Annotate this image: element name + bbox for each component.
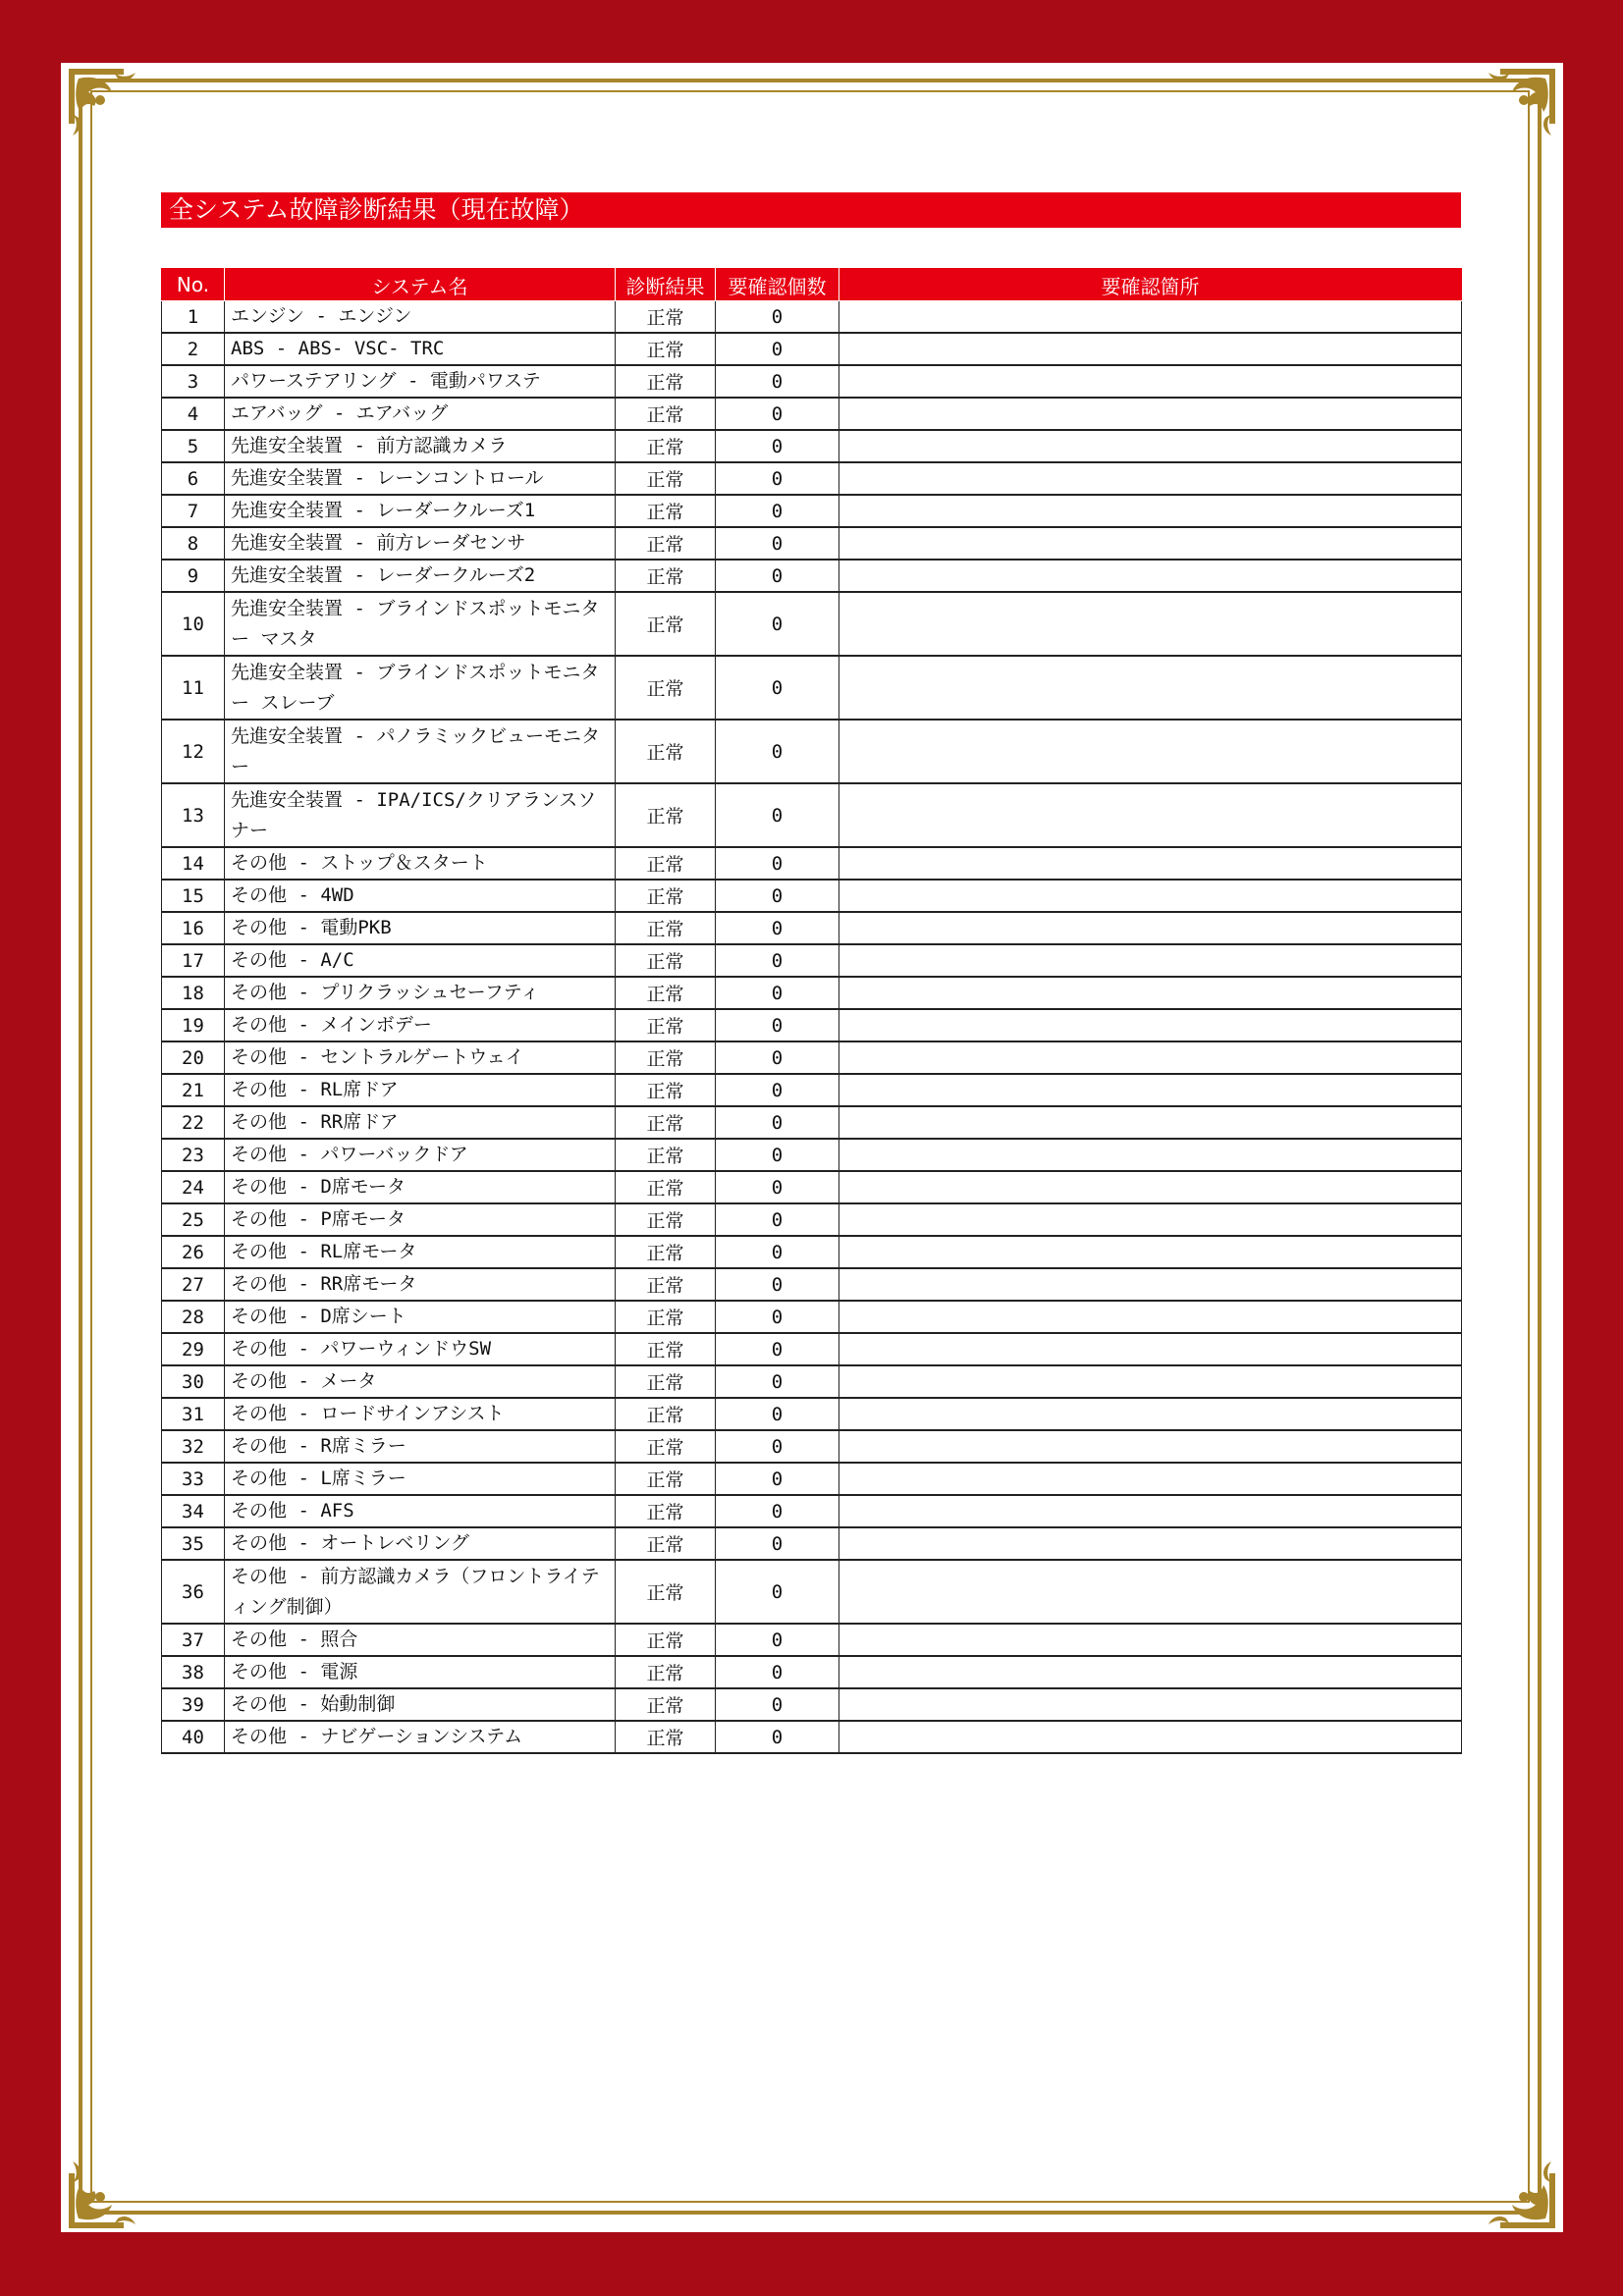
table-row — [162, 1171, 1462, 1203]
table-row — [162, 1365, 1462, 1398]
row-number: 7 — [162, 495, 225, 527]
row-number: 13 — [162, 783, 225, 847]
check-count: 0 — [716, 1333, 839, 1365]
system-name: エアバッグ - エアバッグ — [225, 398, 616, 430]
check-location — [839, 977, 1462, 1009]
table-row — [162, 880, 1462, 912]
row-number: 30 — [162, 1365, 225, 1398]
diagnosis-result: 正常 — [616, 912, 716, 944]
corner-flourish-icon — [1471, 65, 1559, 153]
row-number: 29 — [162, 1333, 225, 1365]
table-row — [162, 333, 1462, 365]
check-count: 0 — [716, 1398, 839, 1430]
row-number: 14 — [162, 847, 225, 880]
diagnosis-result: 正常 — [616, 1236, 716, 1268]
check-location — [839, 720, 1462, 783]
table-row — [162, 944, 1462, 977]
row-number: 18 — [162, 977, 225, 1009]
check-count: 0 — [716, 495, 839, 527]
system-name: その他 - ストップ＆スタート — [225, 847, 616, 880]
check-location — [839, 1527, 1462, 1560]
system-name: 先進安全装置 - レーンコントロール — [225, 462, 616, 495]
row-number: 24 — [162, 1171, 225, 1203]
row-number: 37 — [162, 1624, 225, 1656]
system-name: その他 - パワーバックドア — [225, 1139, 616, 1171]
row-number: 1 — [162, 301, 225, 334]
system-name: その他 - RR席モータ — [225, 1268, 616, 1301]
row-number: 5 — [162, 430, 225, 462]
check-count: 0 — [716, 977, 839, 1009]
check-count: 0 — [716, 1171, 839, 1203]
table-row — [162, 560, 1462, 592]
header-system: システム名 — [225, 269, 616, 301]
diagnosis-result: 正常 — [616, 1365, 716, 1398]
system-name: 先進安全装置 - 前方レーダセンサ — [225, 527, 616, 560]
row-number: 26 — [162, 1236, 225, 1268]
diagnosis-result: 正常 — [616, 462, 716, 495]
check-location — [839, 656, 1462, 720]
check-location — [839, 430, 1462, 462]
check-count: 0 — [716, 1624, 839, 1656]
system-name: その他 - R席ミラー — [225, 1430, 616, 1463]
system-name: その他 - メータ — [225, 1365, 616, 1398]
row-number: 39 — [162, 1688, 225, 1721]
system-name: その他 - D席モータ — [225, 1171, 616, 1203]
check-count: 0 — [716, 1301, 839, 1333]
diagnosis-result: 正常 — [616, 1721, 716, 1753]
system-name: エンジン - エンジン — [225, 301, 616, 334]
diagnosis-result: 正常 — [616, 333, 716, 365]
system-name: その他 - オートレベリング — [225, 1527, 616, 1560]
table-row — [162, 1139, 1462, 1171]
system-name: その他 - ナビゲーションシステム — [225, 1721, 616, 1753]
check-location — [839, 592, 1462, 656]
system-name: 先進安全装置 - IPA/ICS/クリアランスソナー — [225, 783, 616, 847]
row-number: 32 — [162, 1430, 225, 1463]
check-location — [839, 1041, 1462, 1074]
check-count: 0 — [716, 1365, 839, 1398]
table-row — [162, 592, 1462, 656]
diagnosis-result: 正常 — [616, 430, 716, 462]
diagnosis-table — [161, 268, 1462, 1754]
table-header-row — [162, 269, 1462, 301]
diagnosis-result: 正常 — [616, 720, 716, 783]
check-location — [839, 783, 1462, 847]
table-row — [162, 1268, 1462, 1301]
diagnosis-result: 正常 — [616, 1495, 716, 1527]
row-number: 25 — [162, 1203, 225, 1236]
check-location — [839, 1074, 1462, 1106]
diagnosis-result: 正常 — [616, 1527, 716, 1560]
row-number: 11 — [162, 656, 225, 720]
check-count: 0 — [716, 1203, 839, 1236]
check-location — [839, 1398, 1462, 1430]
table-row — [162, 1106, 1462, 1139]
system-name: ABS - ABS- VSC- TRC — [225, 333, 616, 365]
check-count: 0 — [716, 430, 839, 462]
system-name: その他 - L席ミラー — [225, 1463, 616, 1495]
check-location — [839, 301, 1462, 334]
diagnosis-result: 正常 — [616, 944, 716, 977]
table-row — [162, 977, 1462, 1009]
system-name: その他 - ロードサインアシスト — [225, 1398, 616, 1430]
check-count: 0 — [716, 1009, 839, 1041]
check-count: 0 — [716, 1527, 839, 1560]
row-number: 21 — [162, 1074, 225, 1106]
diagnosis-result: 正常 — [616, 1301, 716, 1333]
diagnosis-result: 正常 — [616, 1560, 716, 1624]
system-name: その他 - 電源 — [225, 1656, 616, 1688]
table-row — [162, 398, 1462, 430]
check-count: 0 — [716, 880, 839, 912]
table-row — [162, 1560, 1462, 1624]
table-row — [162, 1236, 1462, 1268]
system-name: パワーステアリング - 電動パワステ — [225, 365, 616, 398]
check-count: 0 — [716, 1495, 839, 1527]
diagnosis-result: 正常 — [616, 1203, 716, 1236]
table-row — [162, 1463, 1462, 1495]
system-name: その他 - P席モータ — [225, 1203, 616, 1236]
check-count: 0 — [716, 1560, 839, 1624]
check-count: 0 — [716, 912, 839, 944]
system-name: その他 - パワーウィンドウSW — [225, 1333, 616, 1365]
check-location — [839, 1624, 1462, 1656]
check-count: 0 — [716, 398, 839, 430]
system-name: 先進安全装置 - ブラインドスポットモニター スレーブ — [225, 656, 616, 720]
diagnosis-result: 正常 — [616, 398, 716, 430]
system-name: その他 - D席シート — [225, 1301, 616, 1333]
table-row — [162, 1495, 1462, 1527]
row-number: 40 — [162, 1721, 225, 1753]
header-location: 要確認箇所 — [839, 269, 1462, 301]
diagnosis-result: 正常 — [616, 656, 716, 720]
check-count: 0 — [716, 1688, 839, 1721]
diagnosis-result: 正常 — [616, 1624, 716, 1656]
check-count: 0 — [716, 1656, 839, 1688]
row-number: 38 — [162, 1656, 225, 1688]
check-location — [839, 495, 1462, 527]
check-count: 0 — [716, 592, 839, 656]
diagnosis-result: 正常 — [616, 847, 716, 880]
system-name: その他 - RL席モータ — [225, 1236, 616, 1268]
row-number: 34 — [162, 1495, 225, 1527]
table-row — [162, 1041, 1462, 1074]
check-location — [839, 527, 1462, 560]
table-row — [162, 1301, 1462, 1333]
check-count: 0 — [716, 1074, 839, 1106]
check-location — [839, 1463, 1462, 1495]
row-number: 15 — [162, 880, 225, 912]
diagnosis-result: 正常 — [616, 1171, 716, 1203]
diagnosis-result: 正常 — [616, 1398, 716, 1430]
table-row — [162, 847, 1462, 880]
table-row — [162, 430, 1462, 462]
system-name: その他 - AFS — [225, 1495, 616, 1527]
check-count: 0 — [716, 1430, 839, 1463]
diagnosis-result: 正常 — [616, 1333, 716, 1365]
check-location — [839, 333, 1462, 365]
diagnosis-result: 正常 — [616, 1074, 716, 1106]
table-row — [162, 1333, 1462, 1365]
table-row — [162, 1527, 1462, 1560]
check-count: 0 — [716, 1041, 839, 1074]
row-number: 16 — [162, 912, 225, 944]
system-name: 先進安全装置 - パノラミックビューモニター — [225, 720, 616, 783]
system-name: その他 - RL席ドア — [225, 1074, 616, 1106]
row-number: 36 — [162, 1560, 225, 1624]
row-number: 12 — [162, 720, 225, 783]
check-location — [839, 1301, 1462, 1333]
check-count: 0 — [716, 1463, 839, 1495]
check-location — [839, 1106, 1462, 1139]
check-count: 0 — [716, 301, 839, 334]
check-location — [839, 1430, 1462, 1463]
row-number: 31 — [162, 1398, 225, 1430]
check-location — [839, 1171, 1462, 1203]
table-row — [162, 720, 1462, 783]
check-count: 0 — [716, 783, 839, 847]
table-body — [162, 301, 1462, 1754]
table-row — [162, 1074, 1462, 1106]
row-number: 2 — [162, 333, 225, 365]
check-location — [839, 1009, 1462, 1041]
row-number: 8 — [162, 527, 225, 560]
check-count: 0 — [716, 1268, 839, 1301]
check-location — [839, 398, 1462, 430]
table-row — [162, 1721, 1462, 1753]
diagnosis-result: 正常 — [616, 301, 716, 334]
header-count: 要確認個数 — [716, 269, 839, 301]
system-name: その他 - 電動PKB — [225, 912, 616, 944]
row-number: 10 — [162, 592, 225, 656]
row-number: 17 — [162, 944, 225, 977]
diagnosis-result: 正常 — [616, 527, 716, 560]
row-number: 6 — [162, 462, 225, 495]
check-location — [839, 1495, 1462, 1527]
system-name: その他 - セントラルゲートウェイ — [225, 1041, 616, 1074]
section-title: 全システム故障診断結果（現在故障） — [161, 192, 1461, 228]
diagnosis-result: 正常 — [616, 1041, 716, 1074]
check-count: 0 — [716, 462, 839, 495]
check-count: 0 — [716, 333, 839, 365]
check-location — [839, 880, 1462, 912]
table-row — [162, 1398, 1462, 1430]
check-location — [839, 1365, 1462, 1398]
row-number: 4 — [162, 398, 225, 430]
table-row — [162, 1656, 1462, 1688]
table-row — [162, 527, 1462, 560]
check-count: 0 — [716, 720, 839, 783]
system-name: 先進安全装置 - レーダークルーズ2 — [225, 560, 616, 592]
diagnosis-result: 正常 — [616, 977, 716, 1009]
check-location — [839, 1139, 1462, 1171]
diagnosis-result: 正常 — [616, 1268, 716, 1301]
diagnosis-result: 正常 — [616, 1430, 716, 1463]
check-count: 0 — [716, 527, 839, 560]
check-count: 0 — [716, 944, 839, 977]
diagnosis-result: 正常 — [616, 880, 716, 912]
table-row — [162, 1430, 1462, 1463]
check-location — [839, 1333, 1462, 1365]
system-name: その他 - 4WD — [225, 880, 616, 912]
check-count: 0 — [716, 1106, 839, 1139]
check-location — [839, 1203, 1462, 1236]
table-row — [162, 1688, 1462, 1721]
check-count: 0 — [716, 365, 839, 398]
table-row — [162, 656, 1462, 720]
table-row — [162, 783, 1462, 847]
corner-flourish-icon — [65, 65, 153, 153]
table-row — [162, 495, 1462, 527]
table-row — [162, 462, 1462, 495]
check-location — [839, 1721, 1462, 1753]
row-number: 22 — [162, 1106, 225, 1139]
check-count: 0 — [716, 847, 839, 880]
system-name: 先進安全装置 - 前方認識カメラ — [225, 430, 616, 462]
diagnosis-result: 正常 — [616, 592, 716, 656]
system-name: その他 - 照合 — [225, 1624, 616, 1656]
row-number: 35 — [162, 1527, 225, 1560]
system-name: その他 - 前方認識カメラ（フロントライティング制御） — [225, 1560, 616, 1624]
diagnosis-result: 正常 — [616, 1463, 716, 1495]
row-number: 20 — [162, 1041, 225, 1074]
check-location — [839, 1268, 1462, 1301]
check-count: 0 — [716, 1721, 839, 1753]
diagnosis-result: 正常 — [616, 560, 716, 592]
row-number: 3 — [162, 365, 225, 398]
diagnosis-result: 正常 — [616, 1009, 716, 1041]
table-row — [162, 1009, 1462, 1041]
system-name: 先進安全装置 - レーダークルーズ1 — [225, 495, 616, 527]
table-row — [162, 1624, 1462, 1656]
system-name: その他 - RR席ドア — [225, 1106, 616, 1139]
table-row — [162, 301, 1462, 334]
check-location — [839, 1236, 1462, 1268]
header-result: 診断結果 — [616, 269, 716, 301]
row-number: 9 — [162, 560, 225, 592]
row-number: 33 — [162, 1463, 225, 1495]
system-name: その他 - 始動制御 — [225, 1688, 616, 1721]
system-name: その他 - A/C — [225, 944, 616, 977]
corner-flourish-icon — [65, 2144, 153, 2232]
check-count: 0 — [716, 1236, 839, 1268]
check-location — [839, 560, 1462, 592]
diagnosis-result: 正常 — [616, 1688, 716, 1721]
diagnosis-result: 正常 — [616, 1139, 716, 1171]
diagnosis-result: 正常 — [616, 495, 716, 527]
table-row — [162, 365, 1462, 398]
check-location — [839, 462, 1462, 495]
table-row — [162, 912, 1462, 944]
table-row — [162, 1203, 1462, 1236]
check-location — [839, 912, 1462, 944]
row-number: 27 — [162, 1268, 225, 1301]
check-location — [839, 365, 1462, 398]
check-location — [839, 1656, 1462, 1688]
row-number: 19 — [162, 1009, 225, 1041]
diagnosis-result: 正常 — [616, 365, 716, 398]
diagnosis-result: 正常 — [616, 1106, 716, 1139]
system-name: 先進安全装置 - ブラインドスポットモニター マスタ — [225, 592, 616, 656]
diagnosis-result: 正常 — [616, 1656, 716, 1688]
diagnosis-result: 正常 — [616, 783, 716, 847]
row-number: 28 — [162, 1301, 225, 1333]
system-name: その他 - プリクラッシュセーフティ — [225, 977, 616, 1009]
check-location — [839, 944, 1462, 977]
header-no: No. — [162, 269, 225, 301]
row-number: 23 — [162, 1139, 225, 1171]
check-count: 0 — [716, 1139, 839, 1171]
corner-flourish-icon — [1471, 2144, 1559, 2232]
check-count: 0 — [716, 656, 839, 720]
check-location — [839, 1560, 1462, 1624]
check-count: 0 — [716, 560, 839, 592]
check-location — [839, 847, 1462, 880]
check-location — [839, 1688, 1462, 1721]
system-name: その他 - メインボデー — [225, 1009, 616, 1041]
